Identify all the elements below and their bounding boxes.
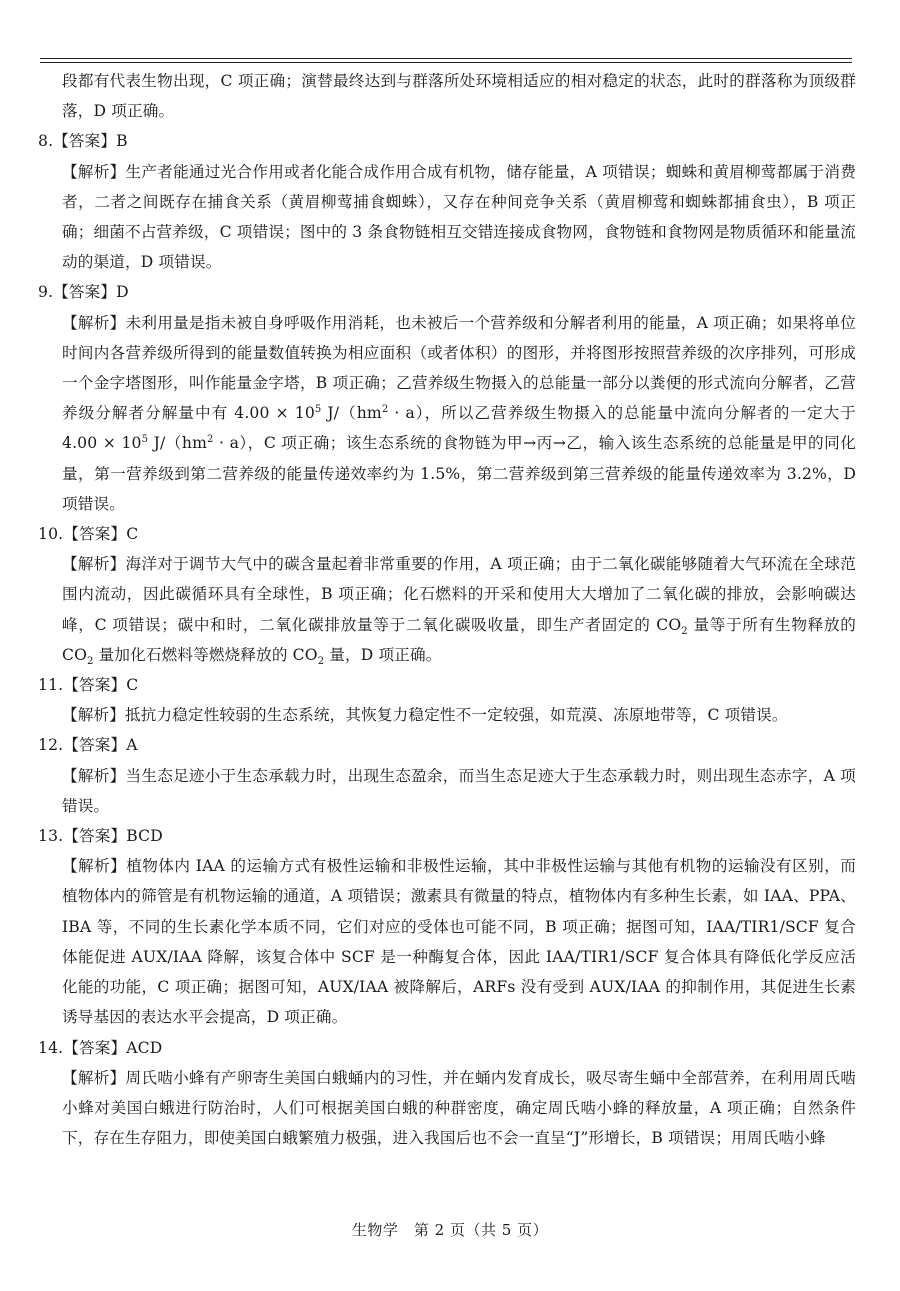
q10-text-4: 量，D 项正确。 [324,645,442,664]
q9-text-3: · a），所以乙营养级生物摄入的总能量中流向分解者的一定大于 4.00 × 10 [62,404,856,453]
q13-analysis: 【解析】植物体内 IAA 的运输方式有极性运输和非极性运输，其中非极性运输与其他有机物的运输没有区别，而植物体内的筛管是有机物运输的通道，A 项错误；激素具有微量的特点，植物体内有多种生长素，如 IAA、PPA、IBA 等，不同的生长素化学本质不同，它们对应的受体也可能不同，B 项正确；据图可知，IAA/TIR1/SCF 复合体能促进 AUX/IAA 降解，该复合体中 SCF 是一种酶复合体，因此 IAA/TIR1/SCF 复合体具有降低化学反应活化能的功能，C 项正确；据图可知，AUX/IAA 被降解后，ARFs 没有受到 AUX/IAA 的抑制作用，其促进生长素诱导基因的表达水平会提高，D 项正确。 [62,857,856,1027]
q12-answer: 12.【答案】A [38,736,138,755]
q9-answer: 9.【答案】D [38,283,129,302]
q10-answer: 10.【答案】C [38,525,139,544]
q10-analysis [38,549,856,670]
page-footer: 生物学 第 2 页（共 5 页） [351,1221,549,1239]
q9-exp-4: 2 [207,434,214,446]
q14-analysis: 【解析】周氏啮小蜂有产卵寄生美国白蛾蛹内的习性，并在蛹内发育成长，吸尽寄生蛹中全部营养，在利用周氏啮小蜂对美国白蛾进行防治时，人们可根据美国白蛾的种群密度，确定周氏啮小蜂的释放量，A 项正确；自然条件下，存在生存阻力，即使美国白蛾繁殖力极强，进入我国后也不会一直呈“J”形增长，B 项错误；用周氏啮小蜂 [62,1068,856,1148]
q9-text-2: J/（hm [321,404,382,423]
header-rule-thick [40,58,852,59]
q10-text-2: 量等于所有生物释放的 CO [62,615,856,664]
q9-exp-1: 5 [314,404,322,416]
answer-page [38,66,856,1153]
q10-text-3: 量加化石燃料等燃烧释放的 CO [93,645,318,664]
q13-answer: 13.【答案】BCD [38,827,163,846]
q11-answer: 11.【答案】C [38,676,139,695]
q9-analysis [38,308,856,519]
q10-sub-3: 2 [317,655,325,667]
q9-exp-2: 2 [381,404,389,416]
q14-answer: 14.【答案】ACD [38,1038,163,1057]
q11-analysis: 【解析】抵抗力稳定性较弱的生态系统，其恢复力稳定性不一定较强，如荒漠、冻原地带等，C 项错误。 [62,706,788,725]
q10-sub-2: 2 [87,655,94,667]
q9-exp-3: 5 [141,434,149,446]
q9-text-5: · a），C 项正确；该生态系统的食物链为甲→丙→乙，输入该生态系统的总能量是甲的同化量，第一营养级到第二营养级的能量传递效率约为 1.5%，第二营养级到第三营养级的能量传递效率为 3.2%，D 项错误。 [62,434,856,513]
q10-sub-1: 2 [681,625,688,637]
q8-analysis: 【解析】生产者能通过光合作用或者化能合成作用合成有机物，储存能量，A 项错误；蜘蛛和黄眉柳莺都属于消费者，二者之间既存在捕食关系（黄眉柳莺捕食蜘蛛），又存在种间竞争关系（黄眉柳莺和蜘蛛都捕食虫），B 项正确；细菌不占营养级，C 项错误；图中的 3 条食物链相互交错连接成食物网，食物链和食物网是物质循环和能量流动的渠道，D 项错误。 [62,162,856,272]
q12-analysis: 【解析】当生态足迹小于生态承载力时，出现生态盈余，而当生态足迹大于生态承载力时，则出现生态赤字，A 项错误。 [62,766,856,815]
continuation-text: 段都有代表生物出现，C 项正确；演替最终达到与群落所处环境相适应的相对稳定的状态，此时的群落称为顶级群落，D 项正确。 [62,72,856,121]
q9-text-1: 【解析】未利用量是指未被自身呼吸作用消耗，也未被后一个营养级和分解者利用的能量，A 项正确；如果将单位时间内各营养级所得到的能量数值转换为相应面积（或者体积）的图形，并将图形按照营养级的次序排列，可形成一个金字塔图形，叫作能量金字塔，B 项正确；乙营养级生物摄入的总能量一部分以粪便的形式流向分解者，乙营养级分解者分解量中有 4.00 × 10 [62,313,856,423]
q9-text-4: J/（hm [148,434,208,453]
header-rule-thin [40,62,852,63]
q10-text-1: 【解析】海洋对于调节大气中的碳含量起着非常重要的作用，A 项正确；由于二氧化碳能够随着大气环流在全球范围内流动，因此碳循环具有全球性，B 项正确；化石燃料的开采和使用大大增加了二氧化碳的排放，会影响碳达峰，C 项错误；碳中和时，二氧化碳排放量等于二氧化碳吸收量，即生产者固定的 CO [62,555,856,634]
q8-answer: 8.【答案】B [38,132,128,151]
